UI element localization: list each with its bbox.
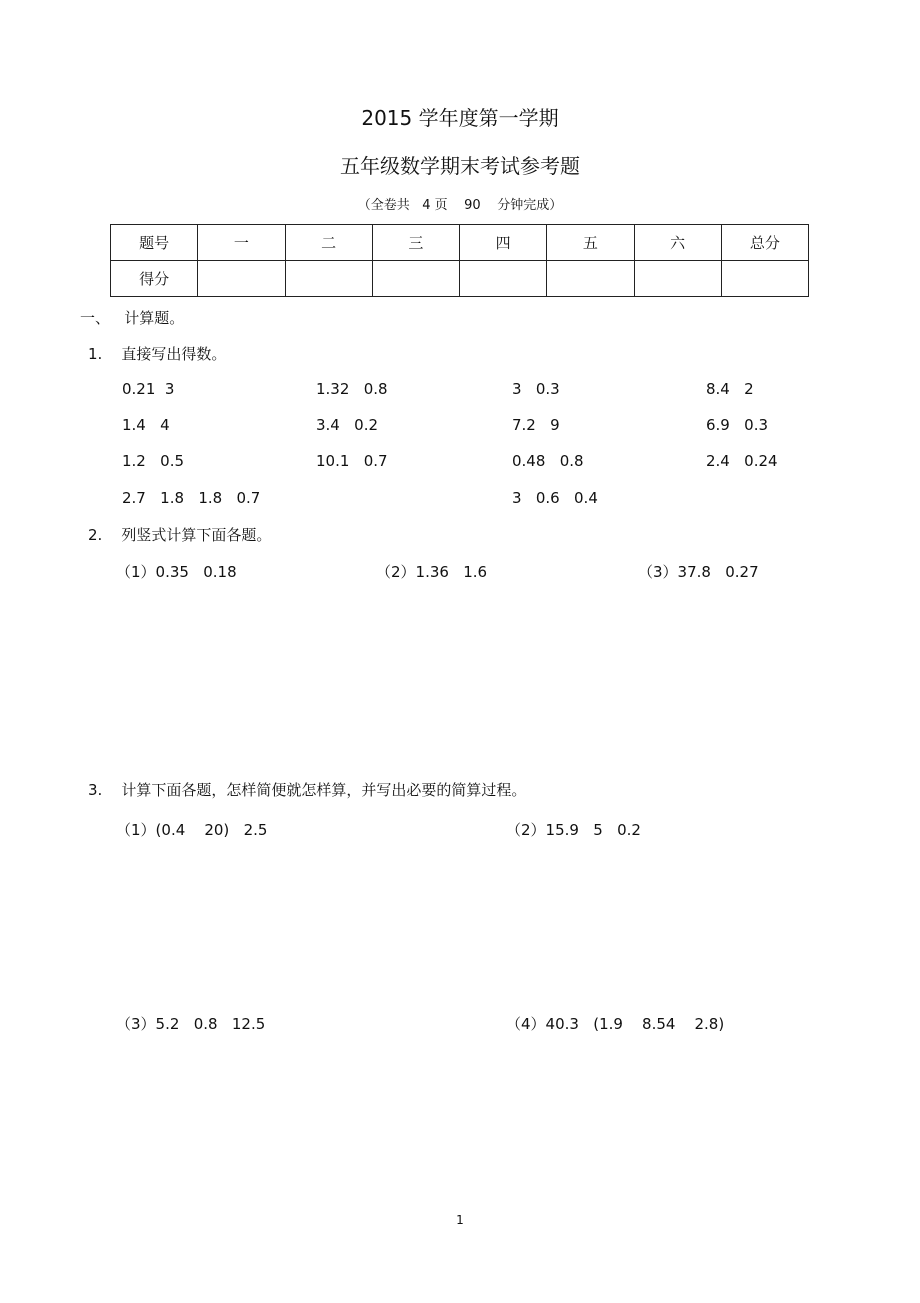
- score-input-cell: [198, 261, 285, 297]
- score-input-cell: [372, 261, 459, 297]
- score-table-cell: 二: [285, 225, 372, 261]
- score-table-cell: 题号: [111, 225, 198, 261]
- calc-item: 3 0.3: [512, 380, 560, 398]
- vertical-calc-item: （1）0.35 0.18: [116, 563, 237, 581]
- score-table-cell: 三: [372, 225, 459, 261]
- score-input-cell: [547, 261, 634, 297]
- simplify-calc-item: （3）5.2 0.8 12.5: [116, 1015, 266, 1033]
- calc-item: 1.32 0.8: [316, 380, 388, 398]
- score-table-header-row: [111, 225, 809, 261]
- calc-item: 1.2 0.5: [122, 452, 185, 470]
- calc-item: 10.1 0.7: [316, 452, 388, 470]
- page-number: 1: [456, 1213, 464, 1227]
- section-heading: 一、 计算题。: [80, 309, 185, 327]
- vertical-calc-item: （3）37.8 0.27: [638, 563, 759, 581]
- vertical-calc-item: （2）1.36 1.6: [376, 563, 488, 581]
- question-1-label: 1. 直接写出得数。: [88, 345, 227, 363]
- score-table-cell: 总分: [721, 225, 808, 261]
- calc-item: 8.4 2: [706, 380, 754, 398]
- score-table-cell: 五: [547, 225, 634, 261]
- score-table-cell: 得分: [111, 261, 198, 297]
- score-table-cell: 六: [634, 225, 721, 261]
- calc-item: 3.4 0.2: [316, 416, 379, 434]
- exam-title-line2: 五年级数学期末考试参考题: [340, 154, 580, 178]
- score-input-cell: [634, 261, 721, 297]
- simplify-calc-item: （2）15.9 5 0.2: [506, 821, 641, 839]
- score-table-cell: 一: [198, 225, 285, 261]
- calc-item: 0.21 3: [122, 380, 175, 398]
- exam-subtitle: （全卷共 4 页 90 分钟完成）: [357, 198, 563, 213]
- calc-item: 2.7 1.8 1.8 0.7: [122, 489, 261, 507]
- calc-item: 2.4 0.24: [706, 452, 778, 470]
- question-3-label: 3. 计算下面各题，怎样简便就怎样算，并写出必要的简算过程。: [88, 781, 527, 799]
- simplify-calc-item: （4）40.3 (1.9 8.54 2.8): [506, 1015, 725, 1033]
- calc-item: 6.9 0.3: [706, 416, 769, 434]
- calc-item: 3 0.6 0.4: [512, 489, 598, 507]
- score-table-cell: 四: [460, 225, 547, 261]
- score-table: [110, 224, 809, 297]
- score-table-score-row: [111, 261, 809, 297]
- calc-item: 1.4 4: [122, 416, 170, 434]
- calc-item: 0.48 0.8: [512, 452, 584, 470]
- simplify-calc-item: （1）(0.4 20) 2.5: [116, 821, 268, 839]
- calc-item: 7.2 9: [512, 416, 560, 434]
- score-input-cell: [460, 261, 547, 297]
- question-2-label: 2. 列竖式计算下面各题。: [88, 526, 272, 544]
- score-input-cell: [721, 261, 808, 297]
- score-input-cell: [285, 261, 372, 297]
- exam-title-line1: 2015 学年度第一学期: [361, 106, 559, 130]
